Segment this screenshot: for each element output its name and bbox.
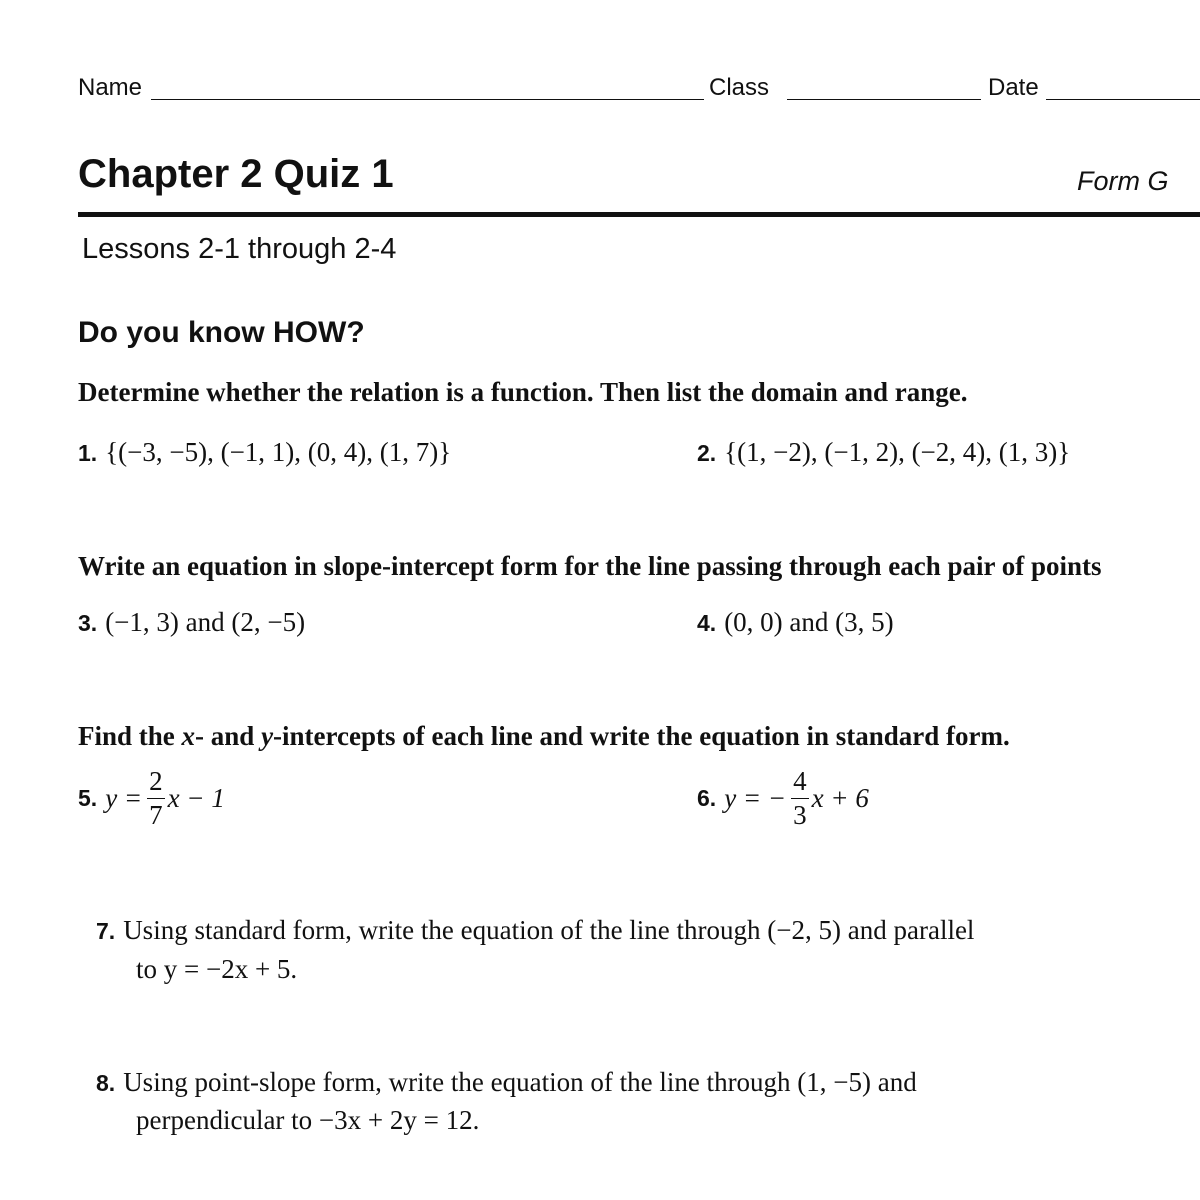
problem-text: {(−3, −5), (−1, 1), (0, 4), (1, 7)}	[105, 437, 452, 467]
problem-1	[78, 437, 451, 468]
problem-6	[697, 768, 869, 829]
instruction-text: - and	[195, 721, 262, 751]
fraction-denominator: 3	[793, 800, 807, 830]
instruction-intercepts	[78, 721, 1010, 752]
problem-4	[697, 607, 894, 638]
equation-lhs: y = −	[724, 783, 787, 813]
problem-number: 4.	[697, 610, 717, 636]
name-label: Name	[78, 74, 143, 101]
fraction-numerator: 2	[147, 768, 165, 799]
problem-number: 3.	[78, 610, 98, 636]
problem-8	[96, 1067, 917, 1098]
date-label: Date	[988, 74, 1039, 101]
y-variable: y	[261, 721, 274, 751]
problem-7	[96, 915, 974, 946]
class-label: Class	[709, 74, 770, 101]
equation-rhs: x + 6	[811, 783, 869, 813]
page-title: Chapter 2 Quiz 1	[78, 152, 394, 196]
problem-text: (−1, 3) and (2, −5)	[105, 607, 306, 637]
problem-7-line2: to y = −2x + 5.	[136, 954, 298, 984]
section-heading: Do you know HOW?	[78, 316, 365, 349]
problem-3	[78, 607, 305, 638]
problem-number: 1.	[78, 440, 98, 466]
instruction-slope-intercept: Write an equation in slope-intercept form for the line passing through each pair of points	[78, 551, 1102, 581]
problem-number: 8.	[96, 1070, 116, 1096]
fraction	[791, 768, 809, 829]
equation-lhs: y =	[105, 783, 143, 813]
fraction-denominator: 7	[149, 800, 163, 830]
problem-number: 7.	[96, 918, 116, 944]
lessons-subtitle: Lessons 2-1 through 2-4	[82, 233, 397, 265]
problem-8-line2: perpendicular to −3x + 2y = 12.	[136, 1105, 480, 1135]
problem-5	[78, 768, 225, 829]
problem-number: 2.	[697, 440, 717, 466]
problem-text-line1: Using point-slope form, write the equation of the line through (1, −5) and	[123, 1067, 917, 1097]
instruction-text: -intercepts of each line and write the equation in standard form.	[273, 721, 1010, 751]
problem-text-line1: Using standard form, write the equation of the line through (−2, 5) and parallel	[123, 915, 975, 945]
name-field[interactable]	[151, 99, 704, 100]
problem-2	[697, 437, 1070, 468]
problem-number: 5.	[78, 785, 98, 811]
problem-text: {(1, −2), (−1, 2), (−2, 4), (1, 3)}	[724, 437, 1071, 467]
date-field[interactable]	[1046, 99, 1200, 100]
instruction-function: Determine whether the relation is a function. Then list the domain and range.	[78, 377, 968, 407]
problem-text: (0, 0) and (3, 5)	[724, 607, 894, 637]
fraction-numerator: 4	[791, 768, 809, 799]
fraction	[147, 768, 165, 829]
equation-rhs: x − 1	[167, 783, 225, 813]
class-field[interactable]	[787, 99, 981, 100]
form-label: Form G	[1077, 166, 1169, 196]
x-variable: x	[181, 721, 196, 751]
instruction-text: Find the	[78, 721, 182, 751]
title-rule	[78, 212, 1200, 217]
problem-number: 6.	[697, 785, 717, 811]
